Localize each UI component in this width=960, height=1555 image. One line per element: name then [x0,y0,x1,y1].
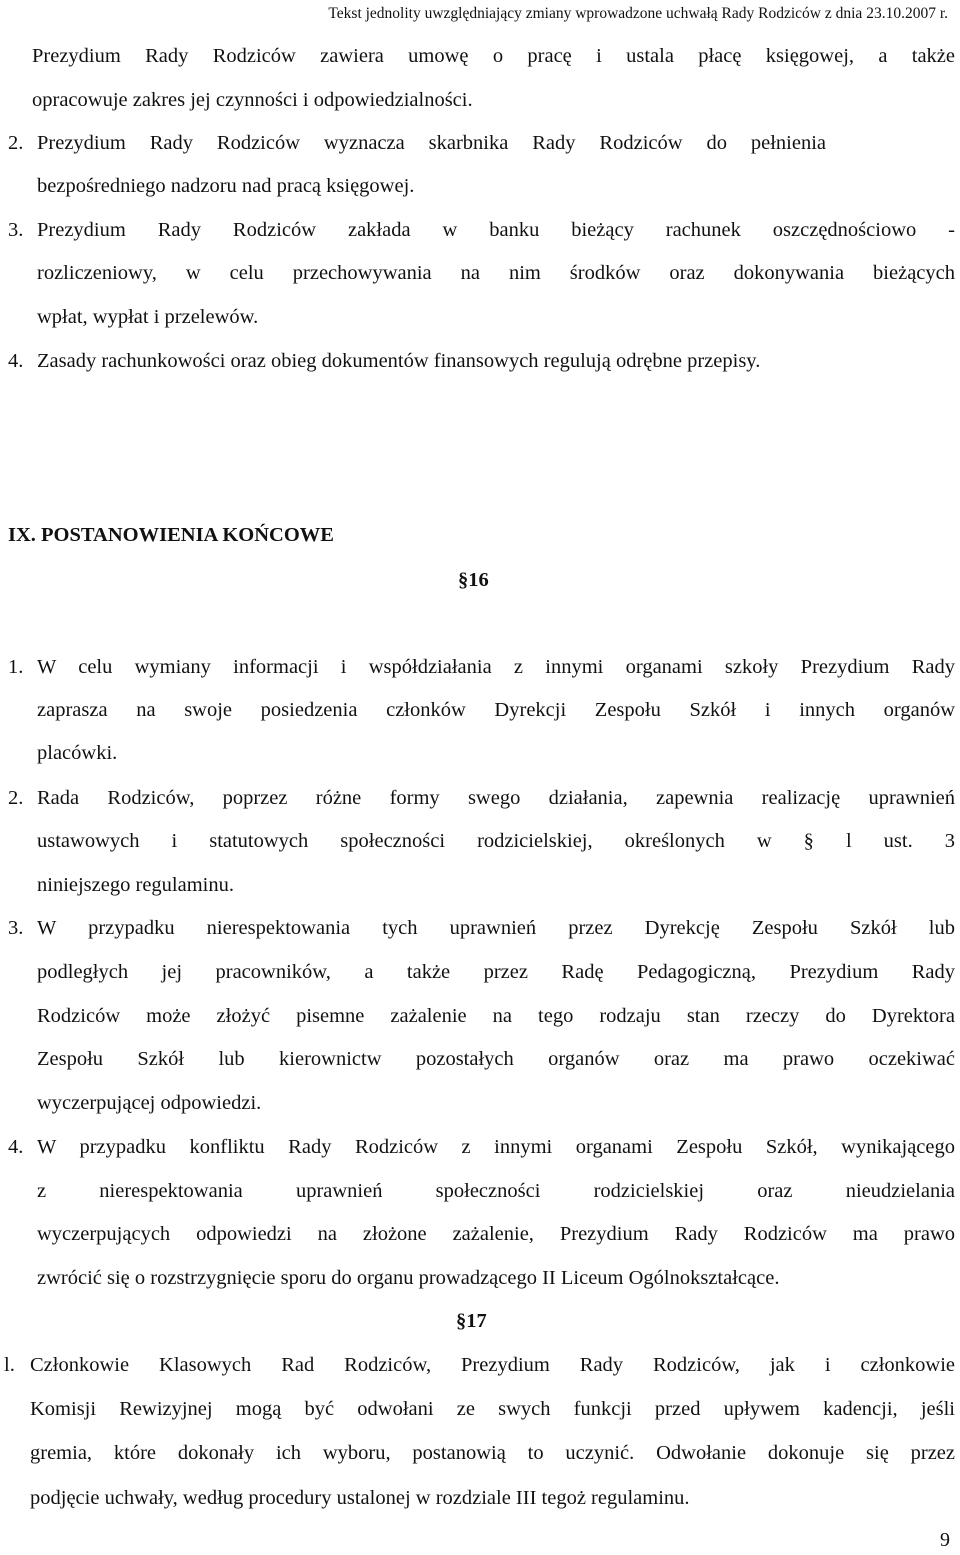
text-line: z nierespektowania uprawnień społeczności rodzicielskiej oraz nieudzielania [37,1180,955,1202]
text-line: zwrócić się o rozstrzygnięcie sporu do organu prowadzącego II Liceum Ogólnokształcące. [37,1267,780,1289]
text-line: Prezydium Rady Rodziców zawiera umowę o pracę i ustala płacę księgowej, a także [32,45,955,67]
list-number: l. [4,1354,15,1376]
text-line: podległych jej pracowników, a także przez Radę Pedagogiczną, Prezydium Rady [37,961,955,983]
list-number: 4. [8,1136,24,1158]
text-line: podjęcie uchwały, według procedury ustalonej w rozdziale III tegoż regulaminu. [30,1487,690,1509]
text-line: Prezydium Rady Rodziców wyznacza skarbnika Rady Rodziców do pełnienia [37,132,826,154]
list-number: 2. [8,132,24,154]
text-line: wyczerpującej odpowiedzi. [37,1092,262,1114]
list-number: 2. [8,787,24,809]
text-line: Komisji Rewizyjnej mogą być odwołani ze swych funkcji przed upływem kadencji, jeśli [30,1398,955,1420]
paragraph-marker-17 [456,1307,487,1335]
text-line: Członkowie Klasowych Rad Rodziców, Prezydium Rady Rodziców, jak i członkowie [30,1354,955,1376]
text-line: opracowuje zakres jej czynności i odpowiedzialności. [32,89,473,111]
paragraph-number: 17 [466,1310,487,1332]
text-line: wyczerpujących odpowiedzi na złożone zażalenie, Prezydium Rady Rodziców ma prawo [37,1223,955,1245]
text-line: wpłat, wypłat i przelewów. [37,306,259,328]
text-line: W przypadku nierespektowania tych uprawnień przez Dyrekcję Zespołu Szkół lub [37,917,955,939]
text-line: W celu wymiany informacji i współdziałania z innymi organami szkoły Prezydium Rady [37,656,955,678]
page-number: 9 [940,1529,950,1551]
text-line: niniejszego regulaminu. [37,874,234,896]
text-line: bezpośredniego nadzoru nad pracą księgowej. [37,175,415,197]
section-sign: § [458,569,469,591]
list-number: 3. [8,917,24,939]
text-line: Zespołu Szkół lub kierownictw pozostałych organów oraz ma prawo oczekiwać [37,1048,955,1070]
text-line: placówki. [37,742,118,764]
text-line: Prezydium Rady Rodziców zakłada w banku bieżący rachunek oszczędnościowo - [37,219,955,241]
text-line: zaprasza na swoje posiedzenia członków Dyrekcji Zespołu Szkół i innych organów [37,699,955,721]
text-line: rozliczeniowy, w celu przechowywania na nim środków oraz dokonywania bieżących [37,262,955,284]
section-heading: IX. POSTANOWIENIA KOŃCOWE [8,524,334,546]
text-line: gremia, które dokonały ich wyboru, postanowią to uczynić. Odwołanie dokonuje się przez [30,1442,955,1464]
paragraph-number: 16 [468,569,489,591]
list-number: 1. [8,656,24,678]
text-line: Rada Rodziców, poprzez różne formy swego działania, zapewnia realizację uprawnień [37,787,955,809]
text-line: ustawowych i statutowych społeczności rodzicielskiej, określonych w § l ust. 3 [37,830,955,852]
text-line: Zasady rachunkowości oraz obieg dokumentów finansowych regulują odrębne przepisy. [37,350,761,372]
section-sign: § [456,1310,467,1332]
text-line: W przypadku konfliktu Rady Rodziców z innymi organami Zespołu Szkół, wynikającego [37,1136,955,1158]
text-line: Rodziców może złożyć pisemne zażalenie na tego rodzaju stan rzeczy do Dyrektora [37,1005,955,1027]
list-number: 3. [8,219,24,241]
document-header: Tekst jednolity uwzględniający zmiany wprowadzone uchwałą Rady Rodziców z dnia 23.10.2007 r. [328,5,948,22]
paragraph-marker-16 [458,566,489,594]
list-number: 4. [8,350,24,372]
